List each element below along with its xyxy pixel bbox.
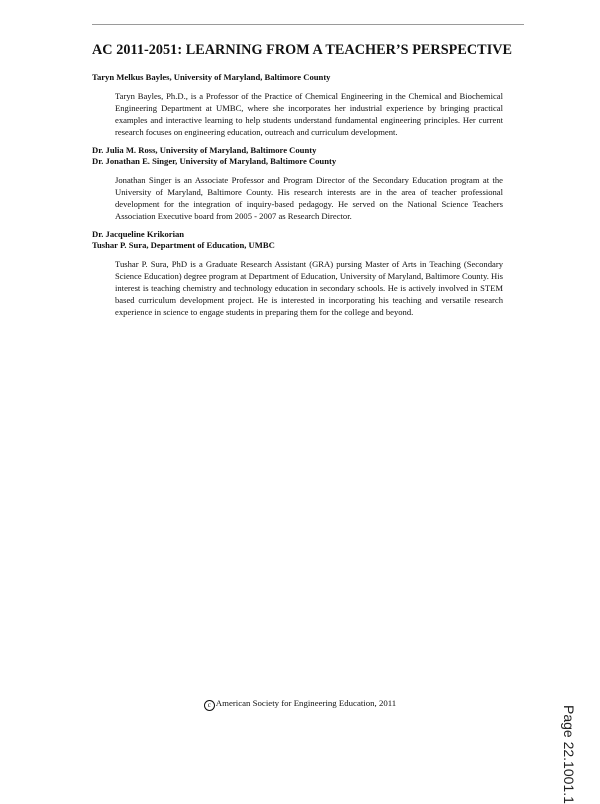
author-sura: Tushar P. Sura, Department of Education, UMBC <box>92 239 275 250</box>
bio-singer: Jonathan Singer is an Associate Professor and Program Director of the Secondary Education program at the University of Maryland, Baltimore County. His research interests are in the area of teacher professional development for the integration of inquiry-based pedagogy. He served on the National Science Teachers Association Executive board from 2005 - 2007 as Research Director. <box>115 175 503 221</box>
author-singer: Dr. Jonathan E. Singer, University of Maryland, Baltimore County <box>92 155 337 166</box>
author-bayles: Taryn Melkus Bayles, University of Maryland, Baltimore County <box>92 72 331 82</box>
bio-bayles: Taryn Bayles, Ph.D., is a Professor of the Practice of Chemical Engineering in the Chemical and Biochemical Engineering Department at UMBC, where she incorporates her industrial experience by bringing practical examples and interactive learning to help students understand fundamental engineering principles. Her current research focuses on engineering education, outreach and curriculum development. <box>115 91 503 137</box>
copyright-icon: c <box>204 700 215 711</box>
footer <box>0 698 600 711</box>
page-number: Page 22.1001.1 <box>561 705 577 804</box>
bio-sura: Tushar P. Sura, PhD is a Graduate Research Assistant (GRA) pursing Master of Arts in Teaching (Secondary Science Education) degree program at Department of Education, University of Maryland, Baltimore County. His interest is teaching chemistry and technology education in secondary schools. He is actively involved in STEM based curriculum development project. He is interested in incorporating his teaching and versatile research experience in science to engage students in preparing them for the college and beyond. <box>115 259 503 317</box>
author-krikorian: Dr. Jacqueline Krikorian <box>92 229 185 239</box>
author-ross: Dr. Julia M. Ross, University of Maryland, Baltimore County <box>92 145 317 155</box>
top-rule <box>92 24 524 25</box>
footer-text: American Society for Engineering Education, 2011 <box>215 698 397 708</box>
paper-title: AC 2011-2051: LEARNING FROM A TEACHER’S PERSPECTIVE <box>92 42 513 58</box>
